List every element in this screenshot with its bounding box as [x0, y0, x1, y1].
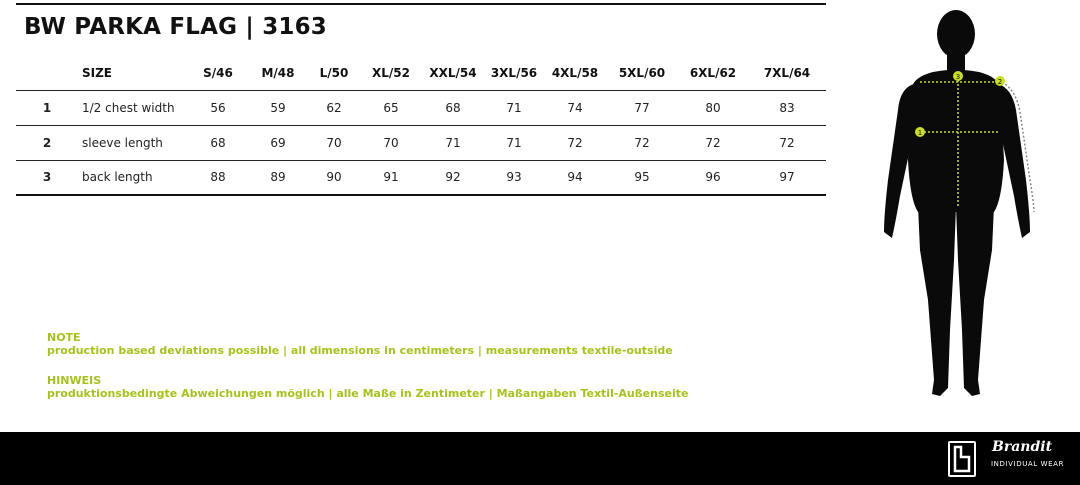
table-cell: 72: [606, 125, 678, 160]
header-size: SIZE: [82, 65, 113, 80]
table-cell: 72: [748, 125, 826, 160]
page-title: BW PARKA FLAG | 3163: [24, 14, 328, 40]
brand-logo-icon: [948, 441, 976, 477]
table-header-row: [16, 56, 826, 90]
svg-text:2: 2: [997, 78, 1003, 86]
svg-text:1: 1: [917, 129, 923, 137]
note-title: NOTE: [47, 331, 81, 344]
table-cell: 97: [748, 160, 826, 195]
row-label: 1/2 chest width: [78, 90, 188, 125]
header-size-col: L/50: [319, 65, 349, 80]
footer-bar: [0, 432, 1080, 485]
table-cell: 94: [544, 160, 606, 195]
size-table: [16, 56, 826, 196]
table-cell: 71: [484, 125, 544, 160]
table-row: [16, 90, 826, 125]
table-cell: 92: [422, 160, 484, 195]
table-cell: 88: [188, 160, 248, 195]
table-cell: 72: [678, 125, 748, 160]
table-cell: 68: [188, 125, 248, 160]
body-silhouette-icon: [884, 10, 1030, 396]
marker-3-icon: [953, 71, 963, 81]
note-english: [47, 331, 673, 357]
row-label: sleeve length: [78, 125, 188, 160]
table-cell: 74: [544, 90, 606, 125]
table-row: [16, 125, 826, 160]
table-cell: 96: [678, 160, 748, 195]
row-label: back length: [78, 160, 188, 195]
row-number: 3: [16, 160, 78, 195]
table-cell: 83: [748, 90, 826, 125]
note-german: [47, 374, 688, 400]
brand-monogram-icon: [950, 443, 974, 475]
table-cell: 80: [678, 90, 748, 125]
header-size-col: 7XL/64: [763, 65, 811, 80]
brand-name: Brandit: [992, 439, 1053, 455]
table-cell: 72: [544, 125, 606, 160]
marker-2-icon: [995, 76, 1005, 86]
table-cell: 62: [308, 90, 360, 125]
table-cell: 77: [606, 90, 678, 125]
table-row: [16, 160, 826, 195]
table-cell: 69: [248, 125, 308, 160]
table-cell: 71: [422, 125, 484, 160]
table-cell: 91: [360, 160, 422, 195]
header-size-col: XL/52: [372, 65, 410, 80]
top-rule: [16, 3, 826, 5]
hinweis-title: HINWEIS: [47, 374, 102, 387]
table-cell: 89: [248, 160, 308, 195]
row-number: 1: [16, 90, 78, 125]
marker-1-icon: [915, 127, 925, 137]
table-cell: 71: [484, 90, 544, 125]
table-cell: 65: [360, 90, 422, 125]
hinweis-text: produktionsbedingte Abweichungen möglich | alle Maße in Zentimeter | Maßangaben Textil-Außenseite: [47, 387, 689, 400]
header-blank: [16, 56, 78, 90]
row-number: 2: [16, 125, 78, 160]
header-size-col: 5XL/60: [618, 65, 666, 80]
table-cell: 90: [308, 160, 360, 195]
header-size-col: M/48: [261, 65, 295, 80]
table-cell: 95: [606, 160, 678, 195]
header-size-col: 6XL/62: [689, 65, 737, 80]
table-cell: 93: [484, 160, 544, 195]
note-text: production based deviations possible | all dimensions in centimeters | measurements textile-outside: [47, 344, 673, 357]
header-size-col: 3XL/56: [490, 65, 538, 80]
table-cell: 56: [188, 90, 248, 125]
header-size-col: 4XL/58: [551, 65, 599, 80]
table-cell: 59: [248, 90, 308, 125]
header-size-col: XXL/54: [429, 65, 477, 80]
table-cell: 70: [360, 125, 422, 160]
table-cell: 68: [422, 90, 484, 125]
measurement-figure: [870, 0, 1050, 432]
header-size-col: S/46: [203, 65, 233, 80]
table-cell: 70: [308, 125, 360, 160]
brand-tagline: INDIVIDUAL WEAR: [991, 460, 1065, 468]
svg-text:3: 3: [955, 73, 961, 81]
